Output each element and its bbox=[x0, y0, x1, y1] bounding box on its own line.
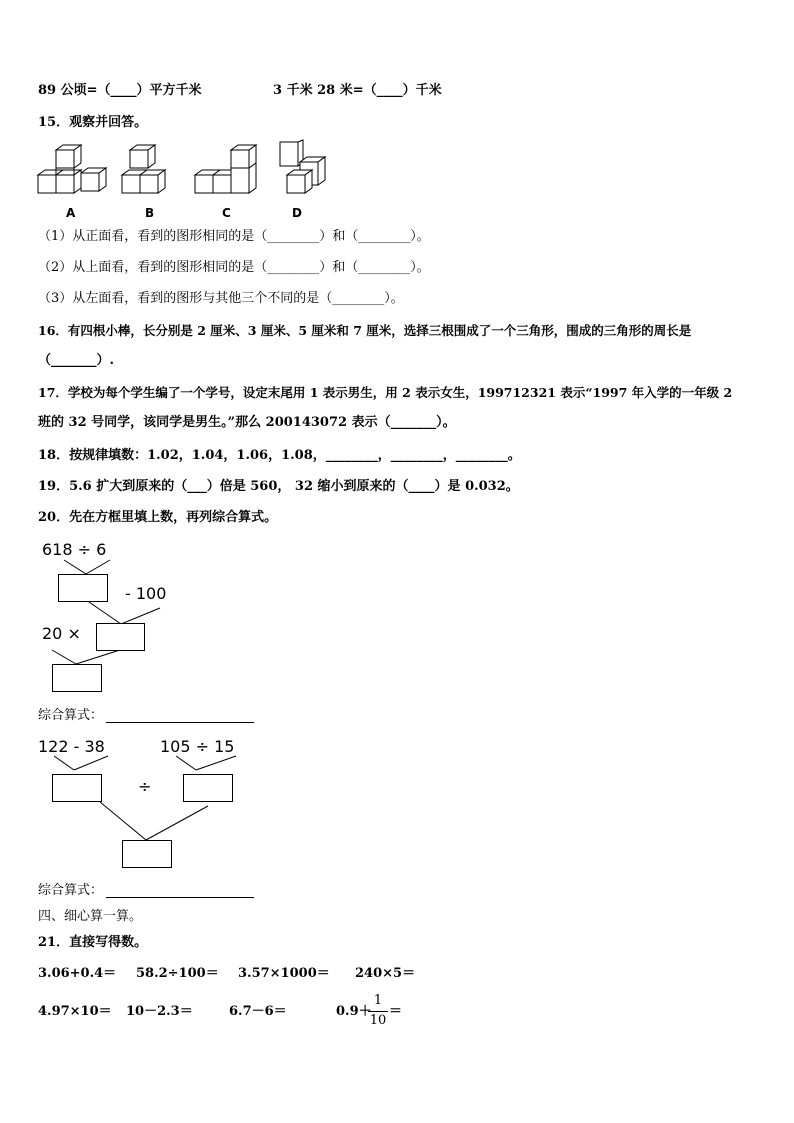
tree1-minus-100: - 100 bbox=[125, 584, 167, 603]
calc-item: 4.97×10＝ bbox=[38, 1004, 112, 1019]
section-4-heading: 四、细心算一算。 bbox=[38, 909, 143, 924]
calc-item: 6.7－6＝ bbox=[229, 1004, 287, 1019]
tree1-answer-box-3[interactable] bbox=[52, 664, 102, 692]
tree1-expression-618-div-6: 618 ÷ 6 bbox=[42, 540, 107, 559]
calc-item: 10－2.3＝ bbox=[126, 1004, 193, 1019]
unit-conversion-km: 3 千米 28 米=（____）千米 bbox=[273, 83, 442, 98]
combined-formula-input-2[interactable] bbox=[106, 897, 254, 898]
question-16-line1: 16．有四根小棒，长分别是 2 厘米、3 厘米、5 厘米和 7 厘米，选择三根围成了一个三角形，围成的三角形的周长是 bbox=[38, 323, 692, 338]
calc-item: 3.57×1000＝ bbox=[238, 966, 330, 981]
tree2-expression-left: 122 - 38 bbox=[38, 737, 105, 756]
tree2-answer-box-result[interactable] bbox=[122, 840, 172, 868]
tree1-20-times: 20 × bbox=[42, 624, 81, 643]
combined-formula-label-2: 综合算式： bbox=[38, 883, 104, 898]
tree1-answer-box-2[interactable] bbox=[96, 623, 145, 651]
calc-item: 58.2÷100＝ bbox=[136, 966, 219, 981]
tree2-answer-box-right[interactable] bbox=[183, 774, 233, 802]
question-16-line2: （_______）. bbox=[38, 353, 115, 368]
question-15-2: （2）从上面看，看到的图形相同的是（________）和（________）。 bbox=[38, 260, 430, 275]
unit-conversion-hectare: 89 公顷=（____）平方千米 bbox=[38, 83, 202, 98]
tree2-divide-sign: ÷ bbox=[138, 777, 152, 796]
question-21-title: 21．直接写得数。 bbox=[38, 935, 148, 950]
question-17-line1: 17．学校为每个学生编了一个学号，设定末尾用 1 表示男生，用 2 表示女生，199712321 表示“1997 年入学的一年级 2 bbox=[38, 385, 733, 400]
fraction-denominator: 10 bbox=[369, 1013, 387, 1028]
calc-fraction-equals: ＝ bbox=[389, 1004, 403, 1019]
question-20-title: 20．先在方框里填上数，再列综合算式。 bbox=[38, 510, 278, 525]
cube-label-b: B bbox=[145, 206, 155, 220]
tree2-answer-box-left[interactable] bbox=[52, 774, 102, 802]
question-15-3: （3）从左面看，看到的图形与其他三个不同的是（________）。 bbox=[38, 291, 404, 306]
question-17-line2: 班的 32 号同学，该同学是男生。”那么 200143072 表示（_______）。 bbox=[38, 415, 456, 430]
question-15-1: （1）从正面看，看到的图形相同的是（________）和（________）。 bbox=[38, 229, 430, 244]
question-19: 19．5.6 扩大到原来的（___）倍是 560， 32 缩小到原来的（____）是 0.032。 bbox=[38, 479, 519, 494]
calc-item: 240×5＝ bbox=[355, 966, 416, 981]
calc-item: 3.06+0.4＝ bbox=[38, 966, 117, 981]
fraction-numerator: 1 bbox=[373, 993, 383, 1008]
cube-label-d: D bbox=[292, 206, 302, 220]
tree1-answer-box-1[interactable] bbox=[58, 574, 108, 602]
combined-formula-label-1: 综合算式： bbox=[38, 708, 104, 723]
fraction-bar bbox=[368, 1011, 388, 1012]
cube-label-a: A bbox=[66, 206, 76, 220]
cube-label-c: C bbox=[222, 206, 231, 220]
tree2-connector-lines bbox=[50, 754, 250, 854]
calc-fraction-prefix: 0.9＋ bbox=[336, 1004, 372, 1019]
tree2-expression-right: 105 ÷ 15 bbox=[160, 737, 235, 756]
question-15-title: 15．观察并回答。 bbox=[38, 115, 148, 130]
question-18: 18．按规律填数：1.02，1.04，1.06，1.08，________，________，________。 bbox=[38, 448, 521, 463]
combined-formula-input-1[interactable] bbox=[106, 722, 254, 723]
